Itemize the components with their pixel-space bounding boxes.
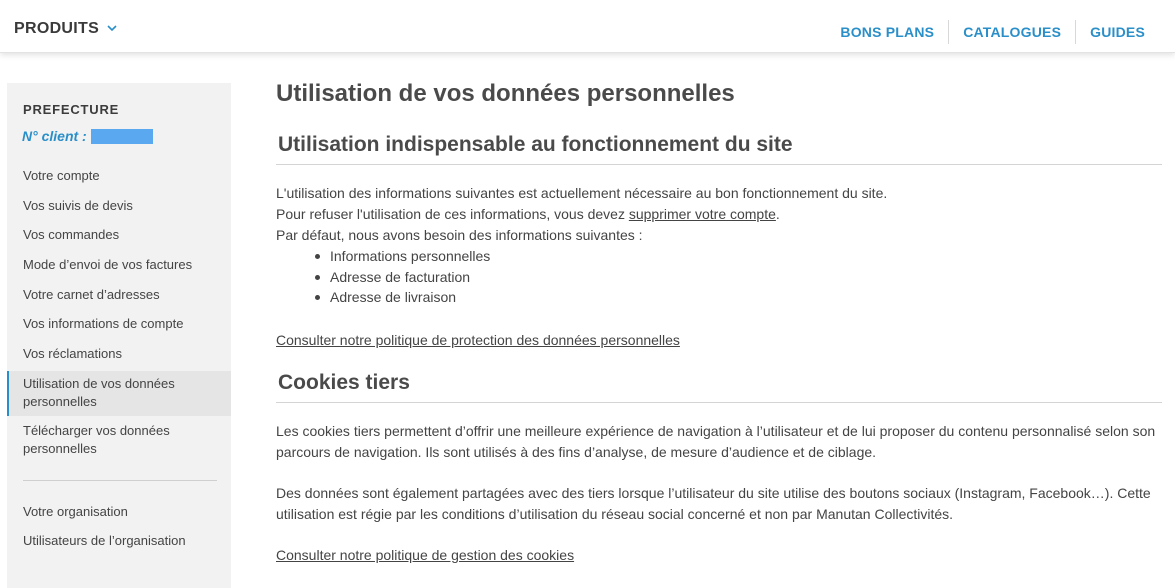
essential-line-2-end: .: [775, 206, 780, 222]
essential-intro-text: [276, 183, 1162, 246]
cookies-paragraph-2: Des données sont également partagées avec des tiers lorsque l’utilisateur du site utilise des boutons sociaux (Instagram, Facebook…). Cette utilisation est régie par les conditions d’utilisation du réseau social concerné et non par Manutan Collectivités.: [276, 485, 1151, 522]
cookies-policy-link[interactable]: Consulter notre politique de gestion des cookies: [276, 547, 575, 563]
client-number-label: N° client :: [22, 128, 87, 144]
chevron-down-icon: [107, 19, 117, 37]
sidebar-item-votre-compte[interactable]: Votre compte: [23, 168, 100, 183]
sidebar-item-reclamations[interactable]: Vos réclamations: [23, 346, 122, 361]
account-sidebar: [7, 83, 231, 588]
sidebar-item-suivis-devis[interactable]: Vos suivis de devis: [23, 198, 133, 213]
list-item: Informations personnelles: [330, 246, 490, 267]
sidebar-item-organisation[interactable]: Votre organisation: [23, 504, 128, 519]
sidebar-item-telecharger-donnees[interactable]: Télécharger vos données personnelles: [23, 423, 170, 456]
sidebar-item-mode-envoi-factures[interactable]: Mode d’envoi de vos factures: [23, 257, 193, 272]
sidebar-item-informations-compte[interactable]: Vos informations de compte: [23, 316, 184, 331]
cookies-paragraph-1: Les cookies tiers permettent d’offrir une meilleure expérience de navigation à l’utilisateur et de lui proposer du contenu personnalisé selon son parcours de navigation. Ils sont utilisés à des fins d’analyse, de mesure d’audience et de ciblage.: [276, 423, 1156, 460]
essential-line-1: L'utilisation des informations suivantes est actuellement nécessaire au bon fonctionnement du site.: [276, 185, 888, 201]
list-item: Adresse de facturation: [330, 267, 490, 288]
privacy-policy-link-row: [276, 330, 1162, 351]
section-divider: [276, 402, 1162, 403]
top-navigation-bar: [0, 0, 1175, 53]
sidebar-item-commandes[interactable]: Vos commandes: [23, 227, 120, 242]
sidebar-divider: [23, 480, 217, 481]
page-title: Utilisation de vos données personnelles: [276, 80, 735, 107]
organization-name: PREFECTURE: [23, 102, 120, 117]
nav-guides-link[interactable]: GUIDES: [1090, 24, 1145, 40]
sidebar-item-utilisateurs-organisation[interactable]: Utilisateurs de l’organisation: [23, 533, 186, 548]
required-info-list: [330, 246, 490, 308]
delete-account-link[interactable]: supprimer votre compte: [628, 206, 776, 222]
client-number: [22, 128, 153, 144]
essential-line-2: [276, 204, 1162, 225]
products-menu-label: PRODUITS: [14, 20, 100, 37]
sidebar-item-carnet-adresses[interactable]: Votre carnet d’adresses: [23, 287, 160, 302]
client-number-redacted: [91, 129, 153, 144]
section-heading-cookies: Cookies tiers: [278, 371, 410, 394]
privacy-policy-link[interactable]: Consulter notre politique de protection des données personnelles: [276, 332, 680, 348]
nav-bons-plans-link[interactable]: BONS PLANS: [840, 24, 935, 40]
top-nav-links: [826, 20, 1159, 44]
section-divider: [276, 164, 1162, 165]
products-menu-button[interactable]: [14, 20, 117, 38]
section-heading-essential: Utilisation indispensable au fonctionnement du site: [278, 133, 793, 156]
cookies-policy-link-row: [276, 545, 1162, 566]
nav-catalogues-link[interactable]: CATALOGUES: [963, 24, 1062, 40]
sidebar-item-donnees-personnelles[interactable]: Utilisation de vos données personnelles: [7, 371, 231, 416]
list-item: Adresse de livraison: [330, 287, 490, 308]
essential-line-2-text: Pour refuser l'utilisation de ces informations, vous devez: [276, 206, 629, 222]
essential-line-3: Par défaut, nous avons besoin des informations suivantes :: [276, 227, 643, 243]
